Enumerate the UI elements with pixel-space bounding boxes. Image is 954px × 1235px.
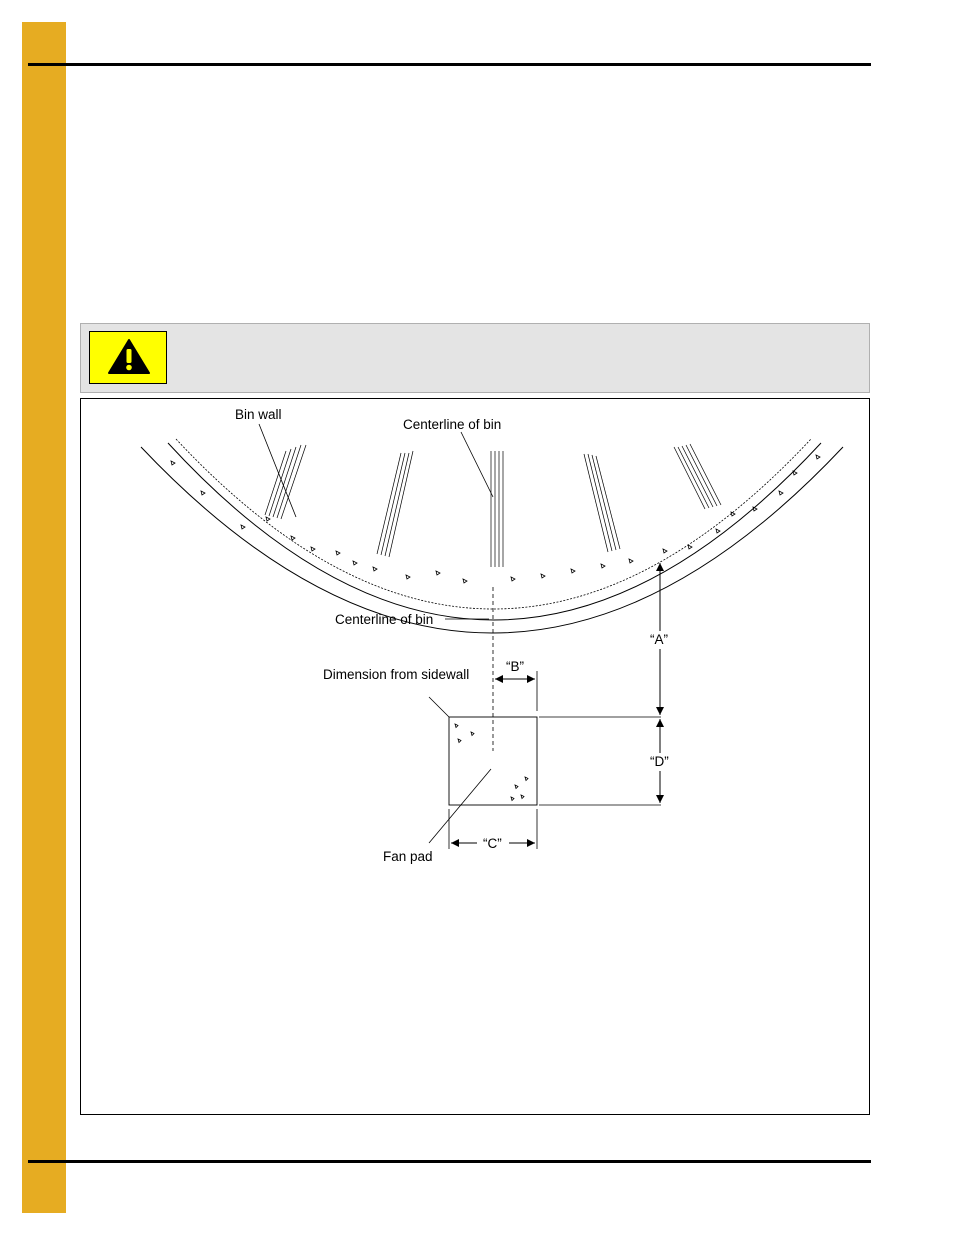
fan-pad-label: Fan pad — [383, 849, 433, 864]
centerline-mid-label: Centerline of bin — [335, 612, 434, 627]
dim-c-label: “C” — [483, 836, 502, 851]
dimension-from-sidewall-leader — [429, 697, 449, 717]
header-rule — [28, 63, 871, 66]
dim-b-label: “B” — [506, 659, 524, 674]
bin-wall-arcs — [141, 439, 843, 633]
bin-wall-label: Bin wall — [235, 407, 282, 422]
dim-d-label: “D” — [650, 754, 669, 769]
fan-pad-placement-figure — [80, 398, 870, 1115]
fan-pad-diagram — [81, 399, 869, 1114]
fan-pad-leader — [429, 769, 491, 843]
warning-callout — [80, 323, 870, 393]
fan-pad-stipple — [455, 724, 528, 801]
side-color-bar — [22, 22, 66, 1213]
warning-triangle-icon — [107, 338, 151, 376]
extension-lines — [449, 671, 661, 849]
concrete-stipple — [171, 455, 820, 583]
anchor-rods — [265, 444, 721, 567]
dim-a-label: “A” — [650, 632, 668, 647]
dimension-from-sidewall-label: Dimension from sidewall — [323, 667, 470, 682]
centerline-top-leader — [461, 432, 493, 497]
warning-icon-frame — [89, 331, 167, 384]
centerline-top-label: Centerline of bin — [403, 417, 502, 432]
footer-rule — [28, 1160, 871, 1163]
